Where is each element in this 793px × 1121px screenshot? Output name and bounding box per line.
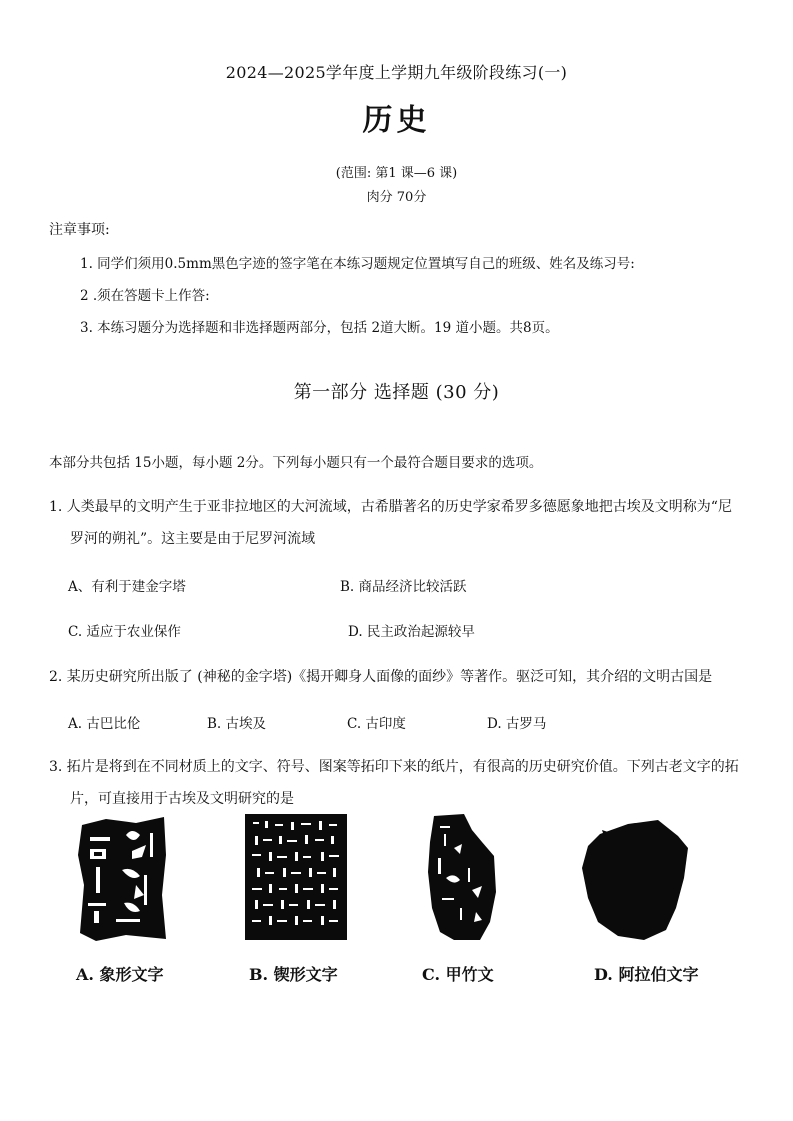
question-1-option-a: A、有利于建金字塔	[68, 579, 186, 595]
question-3-stem: 3. 拓片是将到在不同材质上的文字、符号、图案等拓印下来的纸片，有很高的历史研究价值。下列古老文字的拓	[49, 759, 739, 775]
question-2-option-b: B. 古埃及	[207, 716, 267, 732]
image-caption-a: A. 象形文字	[76, 965, 164, 984]
notice-item: 1. 同学们须用0.5mm黑色字迹的签字笔在本练习题规定位置填写自己的班级、姓名及练习号:	[80, 256, 635, 272]
image-caption-c: C. 甲竹文	[422, 965, 494, 984]
question-3-stem-cont: 片，可直接用于古埃及文明研究的是	[70, 791, 294, 807]
oracle-bone-rubbing-icon	[424, 812, 500, 942]
exam-scope: (范围: 第1 课—6 课)	[335, 166, 458, 181]
section-title: 第一部分 选择题 (30 分)	[293, 382, 500, 403]
question-1-option-b: B. 商品经济比较活跃	[340, 579, 467, 595]
question-2-stem: 2. 某历史研究所出版了 (神秘的金字塔)《揭开卿身人面像的面纱》等著作。驱泛可知，其介绍的文明古国是	[49, 669, 713, 685]
hieroglyph-rubbing-icon	[76, 815, 168, 943]
cuneiform-rubbing-icon	[243, 812, 349, 942]
notice-item: 3. 本练习题分为选择题和非选择题两部分，包括 2道大断。19 道小题。共8页。	[80, 320, 559, 336]
question-1-stem: 1. 人类最早的文明产生于亚非拉地区的大河流域，古希腊著名的历史学家希罗多德愿象地把古埃及文明称为“尼	[49, 499, 732, 515]
image-caption-d: D. 阿拉伯文字	[594, 965, 699, 984]
notice-title: 注章事项:	[49, 222, 110, 238]
question-2-option-a: A. 古巴比伦	[68, 716, 141, 732]
question-2-option-d: D. 古罗马	[487, 716, 547, 732]
notice-item: 2 .须在答题卡上作答:	[80, 288, 210, 304]
arabic-rubbing-icon	[578, 818, 692, 942]
question-1-option-d: D. 民主政治起源较早	[348, 624, 475, 640]
question-1-stem-cont: 罗河的朔礼”。这主要是由于尼罗河流域	[70, 531, 316, 547]
image-caption-b: B. 锲形文字	[249, 965, 338, 984]
section-intro: 本部分共包括 15小题，每小题 2分。下列每小题只有一个最符合题目要求的选项。	[49, 455, 543, 471]
exam-header-title: 2024—2025学年度上学期九年级阶段练习(一)	[225, 63, 568, 82]
question-1-option-c: C. 适应于农业保作	[68, 624, 181, 640]
total-score: 肉分 70分	[366, 190, 427, 205]
question-2-option-c: C. 古印度	[347, 716, 406, 732]
subject-title: 历史	[362, 103, 431, 138]
